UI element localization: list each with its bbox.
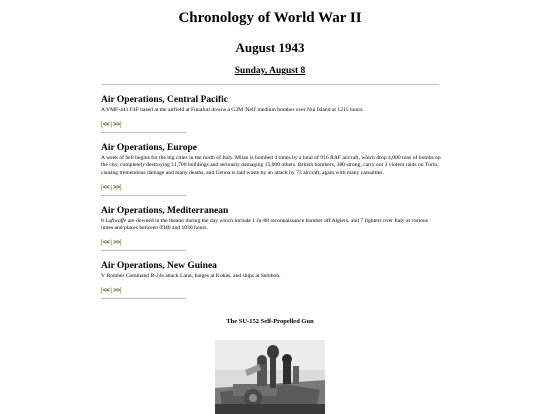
entry-divider [101,298,186,299]
entry-divider [101,195,186,196]
nav-open-bracket: [ [101,121,103,129]
month-title: August 1943 [235,40,305,55]
nav-separator: | [110,287,113,295]
nav-close-bracket: ] [119,239,122,247]
nav-prev-link[interactable]: << [102,183,110,191]
photo-caption: The SU-152 Self-Propelled Gun [226,318,314,326]
nav-prev-link[interactable]: << [102,287,110,295]
nav-open-bracket: [ [101,239,103,247]
entry-nav [101,121,441,129]
entry-heading: Air Operations, Europe [101,143,197,154]
entry-body-rest: are downed in the theater during the day which include 1 Ju-88 reconnaissance bomber off Algiers, and 7 fighters over Italy at various times and places between 0940 and 1030 hours. [101,217,428,232]
tank-photo-illustration [215,340,325,414]
nav-separator: | [110,183,113,191]
nav-prev-link[interactable]: << [102,239,110,247]
nav-prev-link[interactable]: << [102,121,110,129]
entry-europe [101,143,441,196]
entry-body-italic: Luftwaffe [105,217,127,224]
nav-next-link[interactable]: >> [113,239,120,247]
nav-close-bracket: ] [119,121,122,129]
nav-close-bracket: ] [119,183,122,191]
entry-divider [101,132,186,133]
header-divider [102,84,439,85]
nav-open-bracket: [ [101,183,103,191]
entry-divider [101,250,186,251]
nav-separator: | [110,239,113,247]
nav-separator: | [110,121,113,129]
nav-close-bracket: ] [119,287,122,295]
day-title: Sunday, August 8 [234,66,306,76]
entry-heading: Air Operations, Central Pacific [101,95,228,105]
nav-next-link[interactable]: >> [113,183,120,191]
entry-heading: Air Operations, New Guinea [101,261,217,272]
entry-nav [101,287,441,295]
nav-next-link[interactable]: >> [113,287,120,295]
entry-body [101,218,441,232]
su-152-photo [215,340,325,414]
entry-mediterranean [101,206,441,251]
entry-body: A VMF-441 F4F based at the airfield at Funafuti downs a G3M 'Nell' medium bomber over Nui Island at 1215 hours. [101,107,364,113]
entry-heading: Air Operations, Mediterranean [101,205,229,216]
entry-new-guinea [101,261,441,299]
entry-nav [101,184,441,192]
nav-next-link[interactable]: >> [113,121,120,129]
entry-body-prefix: 8 [101,217,106,224]
entry-body: V Bomber Command B-24s attack Larat, barges at Kokas, and ships at Semboh. [101,273,281,280]
entry-central-pacific [101,95,441,133]
nav-open-bracket: [ [101,287,103,295]
entry-nav [101,239,441,247]
site-title: Chronology of World War II [178,10,362,26]
entries-list [101,95,441,299]
entry-body: A week of hell begins for the big cities in the north of Italy. Milan is bombed 4 times by a total of 916 RAF aircraft, which drop 4,000 tons of bombs on the city, completely destroying 11,700 buildings and seriously damaging 15,000 others. British bombers, 380 strong, carry out 3 violent raids on Turin, causing tremendous damage and many deaths, and Genoa is laid waste by an attack by 73 aircraft, again with many casualties. [101,155,441,176]
